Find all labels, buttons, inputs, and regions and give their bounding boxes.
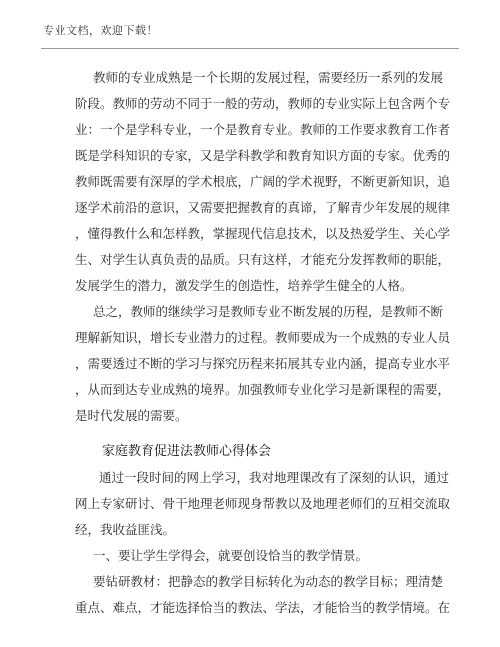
paragraph-line: 是时代发展的需要。 (75, 408, 188, 423)
paragraph-line: 逐学术前沿的意识，又需要把握教育的真谛，了解青少年发展的规律 (75, 200, 451, 215)
paragraph-line: 既是学科知识的专家，又是学科教学和教育知识方面的专家。优秀的 (75, 148, 451, 163)
paragraph-line: 通过一段时间的网上学习，我对地理课改有了深刻的认识，通过 (99, 470, 450, 485)
paragraph-line: 阶段。教师的劳动不同于一般的劳动，教师的专业实际上包含两个专 (75, 96, 451, 111)
paragraph-line: 理解新知识，增长专业潜力的过程。教师要成为一个成熟的专业人员 (75, 330, 451, 345)
paragraph-line: 教师既需要有深厚的学术根底，广阔的学术视野，不断更新知识，追 (75, 174, 451, 189)
paragraph-line: 网上专家研讨、骨干地理老师现身帮教以及地理老师们的互相交流取 (75, 496, 451, 511)
paragraph-line: 经，我收益匪浅。 (75, 522, 176, 537)
paragraph-line: 重点、难点，才能选择恰当的教法、学法，才能恰当的教学情境。在 (75, 600, 451, 615)
paragraph-line: 发展学生的潜力，激发学生的创造性，培养学生健全的人格。 (75, 278, 413, 293)
article-title: 家庭教育促进法教师心得体会 (102, 444, 272, 459)
paragraph-line: ，需要透过不断的学习与探究历程来拓展其专业内涵，提高专业水平 (75, 356, 451, 371)
paragraph-line: 生、对学生认真负责的品质。只有这样，才能充分发挥教师的职能， (75, 252, 451, 267)
paragraph-line: 要钻研教材：把静态的教学目标转化为动态的教学目标；理清楚 (93, 574, 444, 589)
page-header: 专业文档，欢迎下载！ (43, 24, 158, 37)
paragraph-line: ，从而到达专业成熟的境界。加强教师专业化学习是新课程的需要， (75, 382, 451, 397)
paragraph-line: ，懂得教什么和怎样教，掌握现代信息技术，以及热爱学生、关心学 (75, 226, 451, 241)
header-divider (41, 48, 459, 49)
paragraph-line: 总之，教师的继续学习是教师专业不断发展的历程，是教师不断 (93, 304, 444, 319)
paragraph-line: 一、要让学生学得会，就要创设恰当的教学情景。 (93, 548, 369, 563)
paragraph-line: 业：一个是学科专业，一个是教育专业。教师的工作要求教育工作者 (75, 122, 451, 137)
paragraph-line: 教师的专业成熟是一个长期的发展过程，需要经历一系列的发展 (93, 70, 444, 85)
